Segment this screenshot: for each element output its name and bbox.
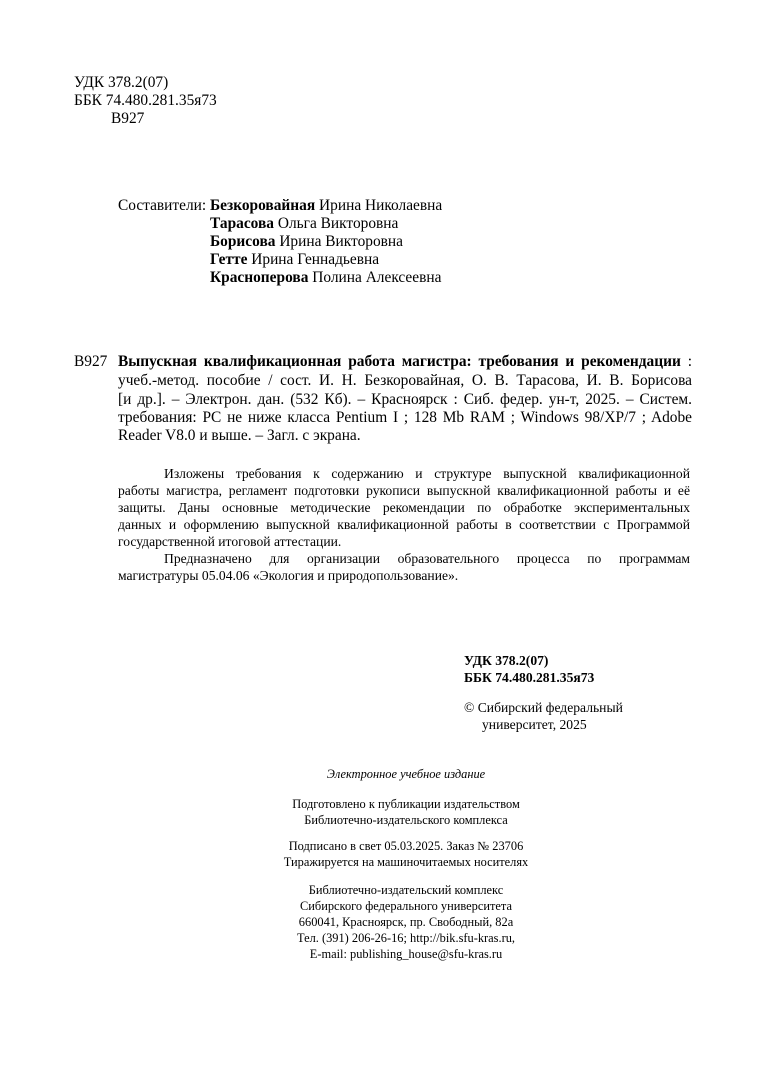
copyright-line-1: © Сибирский федеральный [464, 700, 623, 715]
edition-type: Электронное учебное издание [326, 767, 486, 781]
replicated-line: Тиражируется на машиночитаемых носителях [283, 855, 529, 869]
biblio-line-1 [118, 353, 692, 371]
address-line: E-mail: publishing_house@sfu-kras.ru [309, 947, 503, 961]
annotation-line: магистратуры 05.04.06 «Экология и природопользование». [118, 568, 459, 583]
compiler-surname: Борисова [210, 233, 276, 250]
compiler-5 [210, 269, 441, 287]
annotation-line: Предназначено для организации образовательного процесса по программам [164, 551, 690, 566]
compiler-surname: Гетте [210, 251, 248, 268]
address-line: Библиотечно-издательский комплекс [308, 883, 504, 897]
biblio-line-5: Reader V8.0 и выше. – Загл. с экрана. [118, 427, 361, 444]
compiler-name: Ольга Викторовна [277, 215, 399, 232]
compiler-surname: Красноперова [210, 269, 309, 286]
annotation-line: работы магистра, регламент подготовки рукописи выпускной квалификационной работы и её [118, 483, 690, 498]
book-title: Выпускная квалификационная работа магистра: требования и рекомендации [118, 353, 681, 370]
compiler-3 [210, 233, 403, 251]
compiler-surname: Безкоровайная [210, 197, 316, 214]
biblio-line-4: требования: PC не ниже класса Pentium I ; 128 Mb RAM ; Windows 98/XP/7 ; Adobe [118, 409, 692, 426]
annotation-line: государственной итоговой аттестации. [118, 534, 342, 549]
compiler-2 [210, 215, 398, 233]
compiler-4 [210, 251, 379, 269]
biblio-line-3: [и др.]. – Электрон. дан. (532 Кб). – Красноярск : Сиб. федер. ун-т, 2025. – Систем. [118, 391, 692, 408]
address-line: Сибирского федерального университета [300, 899, 512, 913]
prepared-line-1: Подготовлено к публикации издательством [292, 797, 520, 811]
signed-line: Подписано в свет 05.03.2025. Заказ № 23706 [288, 839, 524, 853]
compiler-name: Ирина Геннадьевна [251, 251, 380, 268]
address-line: 660041, Красноярск, пр. Свободный, 82а [298, 915, 514, 929]
prepared-line-2: Библиотечно-издательского комплекса [304, 813, 508, 827]
compiler-1 [210, 197, 442, 215]
annotation-line: данных и оформлению выпускной квалификационной работы в соответствии с Программой [118, 517, 690, 532]
compiler-name: Полина Алексеевна [312, 269, 442, 286]
bbk-code: ББК 74.480.281.35я73 [74, 92, 217, 109]
udk-index: УДК 378.2(07) [464, 653, 549, 668]
udk-code: УДК 378.2(07) [74, 74, 169, 91]
address-line: Тел. (391) 206-26-16; http://bik.sfu-kras.ru, [296, 931, 516, 945]
compiler-name: Ирина Викторовна [279, 233, 403, 250]
title-tail: : [680, 353, 692, 370]
copyright-line-2: университет, 2025 [482, 717, 587, 732]
compiler-surname: Тарасова [210, 215, 274, 232]
compilers-label: Составители: [118, 197, 207, 214]
bbk-index: ББК 74.480.281.35я73 [464, 670, 595, 685]
annotation-line: Изложены требования к содержанию и структуре выпускной квалификационной [164, 466, 690, 481]
biblio-code: В927 [74, 353, 108, 370]
author-mark: В927 [111, 110, 145, 127]
compiler-name: Ирина Николаевна [319, 197, 443, 214]
annotation-line: защиты. Даны основные методические рекомендации по обработке экспериментальных [118, 500, 690, 515]
biblio-line-2: учеб.-метод. пособие / сост. И. Н. Безкоровайная, О. В. Тарасова, И. В. Борисова [118, 372, 692, 389]
